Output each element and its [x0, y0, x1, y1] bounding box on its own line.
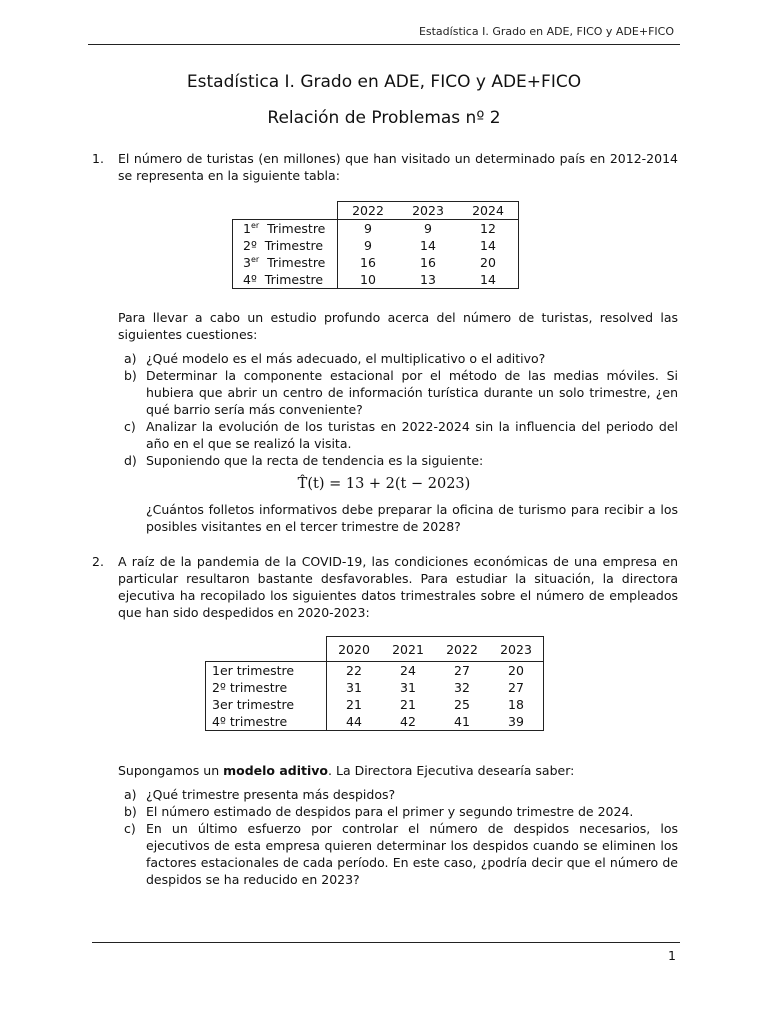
- table-cell: 44: [327, 713, 382, 731]
- list-item: c) Analizar la evolución de los turistas en 2022-2024 sin la influencia del periodo del año en el que se realizó la visita.: [124, 419, 678, 451]
- table-cell: 9: [364, 221, 372, 236]
- table-row: [233, 220, 519, 238]
- table-cell: 24: [400, 663, 416, 678]
- table-cell: 42: [381, 713, 435, 731]
- table-cell: 16: [360, 255, 376, 270]
- table-corner: [206, 637, 327, 662]
- year-header: 2024: [458, 202, 519, 220]
- table-cell: 14: [458, 237, 519, 254]
- running-header: Estadística I. Grado en ADE, FICO y ADE+FICO: [418, 25, 674, 38]
- problem-text: A raíz de la pandemia de la COVID-19, las condiciones económicas de una empresa en particular resultaron bastante desfavorables. Para estudiar la situación, la directora ejecutiva ha recopilado los siguientes datos trimestrales sobre el número de empleados que han sido despedidos en 2020-2023:: [118, 554, 678, 620]
- tourists-table: [232, 201, 519, 289]
- table-cell: 9: [424, 221, 432, 236]
- table-cell: 14: [420, 238, 436, 253]
- table-cell: 13: [398, 271, 458, 289]
- list-item: a) ¿Qué modelo es el más adecuado, el multiplicativo o el aditivo?: [124, 351, 546, 366]
- table-cell: 39: [489, 713, 544, 731]
- table-cell: 18: [489, 696, 544, 713]
- table-cell: 10: [338, 271, 399, 289]
- list-item: c) En un último esfuerzo por controlar el número de despidos necesarios, los ejecutivos de esta empresa quieren determinar los despidos cuando se eliminen los factores estacionales de cada período. En este caso, ¿podría decir que el número de despidos se ha reducido en 2023?: [124, 821, 678, 887]
- row-label: 4º Trimestre: [233, 271, 338, 289]
- problem-1-intro: [92, 150, 678, 184]
- year-header: 2022: [435, 637, 489, 662]
- table-cell: 21: [400, 697, 416, 712]
- problem-2-intro: [92, 553, 678, 621]
- row-label: 1er trimestre: [206, 662, 327, 680]
- table-cell: 9: [364, 238, 372, 253]
- problem-text: El número de turistas (en millones) que han visitado un determinado país en 2012-2014 se representa en la siguiente tabla:: [118, 151, 678, 183]
- year-header: 2021: [381, 637, 435, 662]
- row-label: 3er trimestre: [206, 696, 327, 713]
- table-cell: 21: [346, 697, 362, 712]
- table-row: [233, 254, 519, 271]
- table-row: [206, 679, 544, 696]
- table-cell: 22: [346, 663, 362, 678]
- table-cell: 14: [458, 271, 519, 289]
- table-row: [206, 662, 544, 680]
- table-row: [233, 237, 519, 254]
- emphasis: modelo aditivo: [223, 763, 329, 778]
- trend-formula: T̂(t) = 13 + 2(t − 2023): [297, 476, 471, 492]
- table-cell: 12: [458, 220, 519, 238]
- row-label: 3er Trimestre: [233, 254, 338, 271]
- problem-1-followup: ¿Cuántos folletos informativos debe preparar la oficina de turismo para recibir a los posibles visitantes en el tercer trimestre de 2028?: [146, 502, 678, 534]
- row-label: 2º Trimestre: [233, 237, 338, 254]
- table-row: [233, 271, 519, 289]
- table-cell: 41: [435, 713, 489, 731]
- table-header-row: [233, 202, 519, 220]
- year-header: 2022: [338, 202, 399, 220]
- footer-rule: [92, 942, 680, 943]
- list-item: b) El número estimado de despidos para el primer y segundo trimestre de 2024.: [124, 804, 634, 819]
- document-subtitle: Relación de Problemas nº 2: [267, 108, 501, 128]
- problem-2-questions: [124, 786, 678, 888]
- table-cell: 27: [489, 679, 544, 696]
- table-cell: 25: [454, 697, 470, 712]
- list-item: d) Suponiendo que la recta de tendencia es la siguiente:: [124, 453, 484, 468]
- row-label: 1er Trimestre: [233, 220, 338, 238]
- table-cell: 31: [346, 680, 362, 695]
- problem-number: 2.: [92, 554, 104, 569]
- list-item: a) ¿Qué trimestre presenta más despidos?: [124, 787, 396, 802]
- year-header: 2020: [327, 637, 382, 662]
- year-header: 2023: [489, 637, 544, 662]
- table-cell: 20: [489, 662, 544, 680]
- table-cell: 32: [454, 680, 470, 695]
- table-corner: [233, 202, 338, 220]
- table-cell: 16: [420, 255, 436, 270]
- document-title: Estadística I. Grado en ADE, FICO y ADE+FICO: [186, 72, 582, 92]
- list-item: b) Determinar la componente estacional por el método de las medias móviles. Si hubiera que abrir un centro de información turística durante un solo trimestre, ¿en qué barrio sería más conveniente?: [124, 368, 678, 417]
- table-row: [206, 713, 544, 731]
- problem-2-lead: Supongamos un modelo aditivo. La Directora Ejecutiva desearía saber:: [118, 763, 575, 778]
- row-label: 2º trimestre: [206, 679, 327, 696]
- table-cell: 27: [454, 663, 470, 678]
- header-rule: [88, 44, 680, 45]
- row-label: 4º trimestre: [206, 713, 327, 731]
- problem-1-lead: Para llevar a cabo un estudio profundo acerca del número de turistas, resolved las siguientes cuestiones:: [118, 310, 678, 342]
- problem-1-questions: [124, 350, 678, 469]
- problem-number: 1.: [92, 151, 104, 166]
- year-header: 2023: [398, 202, 458, 220]
- table-row: [206, 696, 544, 713]
- layoffs-table: [205, 636, 544, 731]
- page-number: 1: [668, 948, 676, 963]
- table-cell: 20: [458, 254, 519, 271]
- table-header-row: [206, 637, 544, 662]
- table-cell: 31: [400, 680, 416, 695]
